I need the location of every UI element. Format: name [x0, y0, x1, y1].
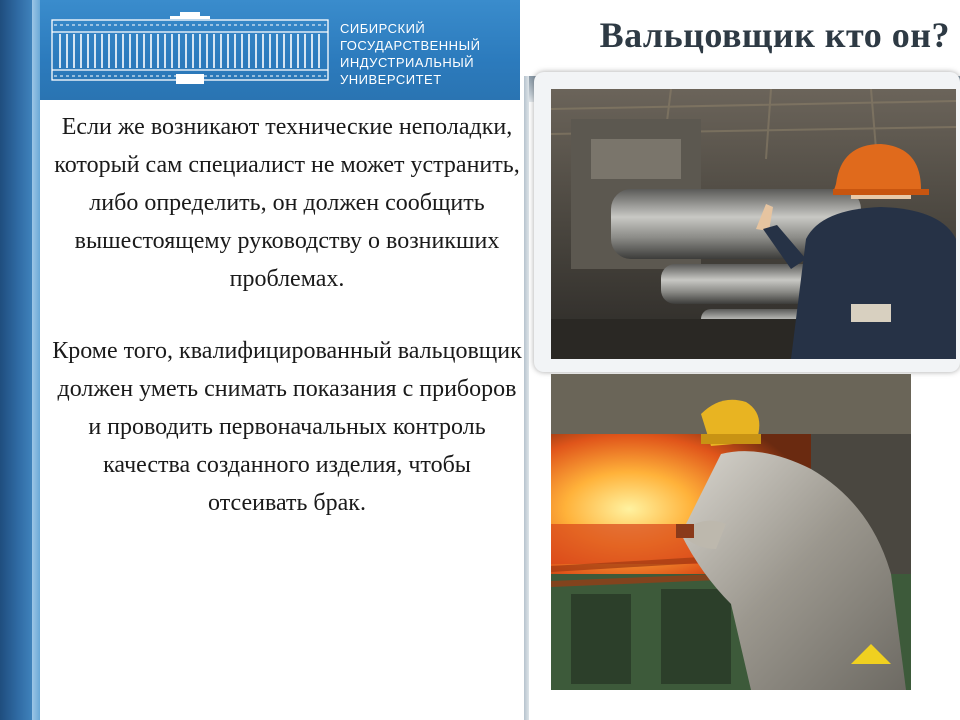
university-name-line: УНИВЕРСИТЕТ — [340, 72, 442, 87]
university-name-line: ГОСУДАРСТВЕННЫЙ — [340, 38, 481, 53]
paragraph-quality-control: Кроме того, квалифицированный вальцовщик должен уметь снимать показания с приборов и проводить первоначальных контроль качества созданного изделия, чтобы отсеивать брак. — [52, 338, 522, 516]
university-building-logo — [50, 12, 330, 88]
hot-steel-worker-photo — [551, 374, 911, 690]
university-name-line: СИБИРСКИЙ — [340, 21, 426, 36]
left-accent-stripe — [32, 0, 40, 720]
university-name — [340, 20, 510, 88]
left-accent-bar — [0, 0, 32, 720]
content-divider — [524, 76, 529, 720]
university-name-line: ИНДУСТРИАЛЬНЫЙ — [340, 55, 475, 70]
rolling-mill-worker-photo — [551, 89, 956, 359]
slide-body-text — [52, 108, 522, 522]
paragraph-technical-issues: Если же возникают технические неполадки, который сам специалист не может устранить, либо определить, он должен сообщить вышестоящему руководству о возникших проблемах. — [54, 114, 520, 292]
slide-title: Вальцовщик кто он? — [599, 15, 950, 55]
